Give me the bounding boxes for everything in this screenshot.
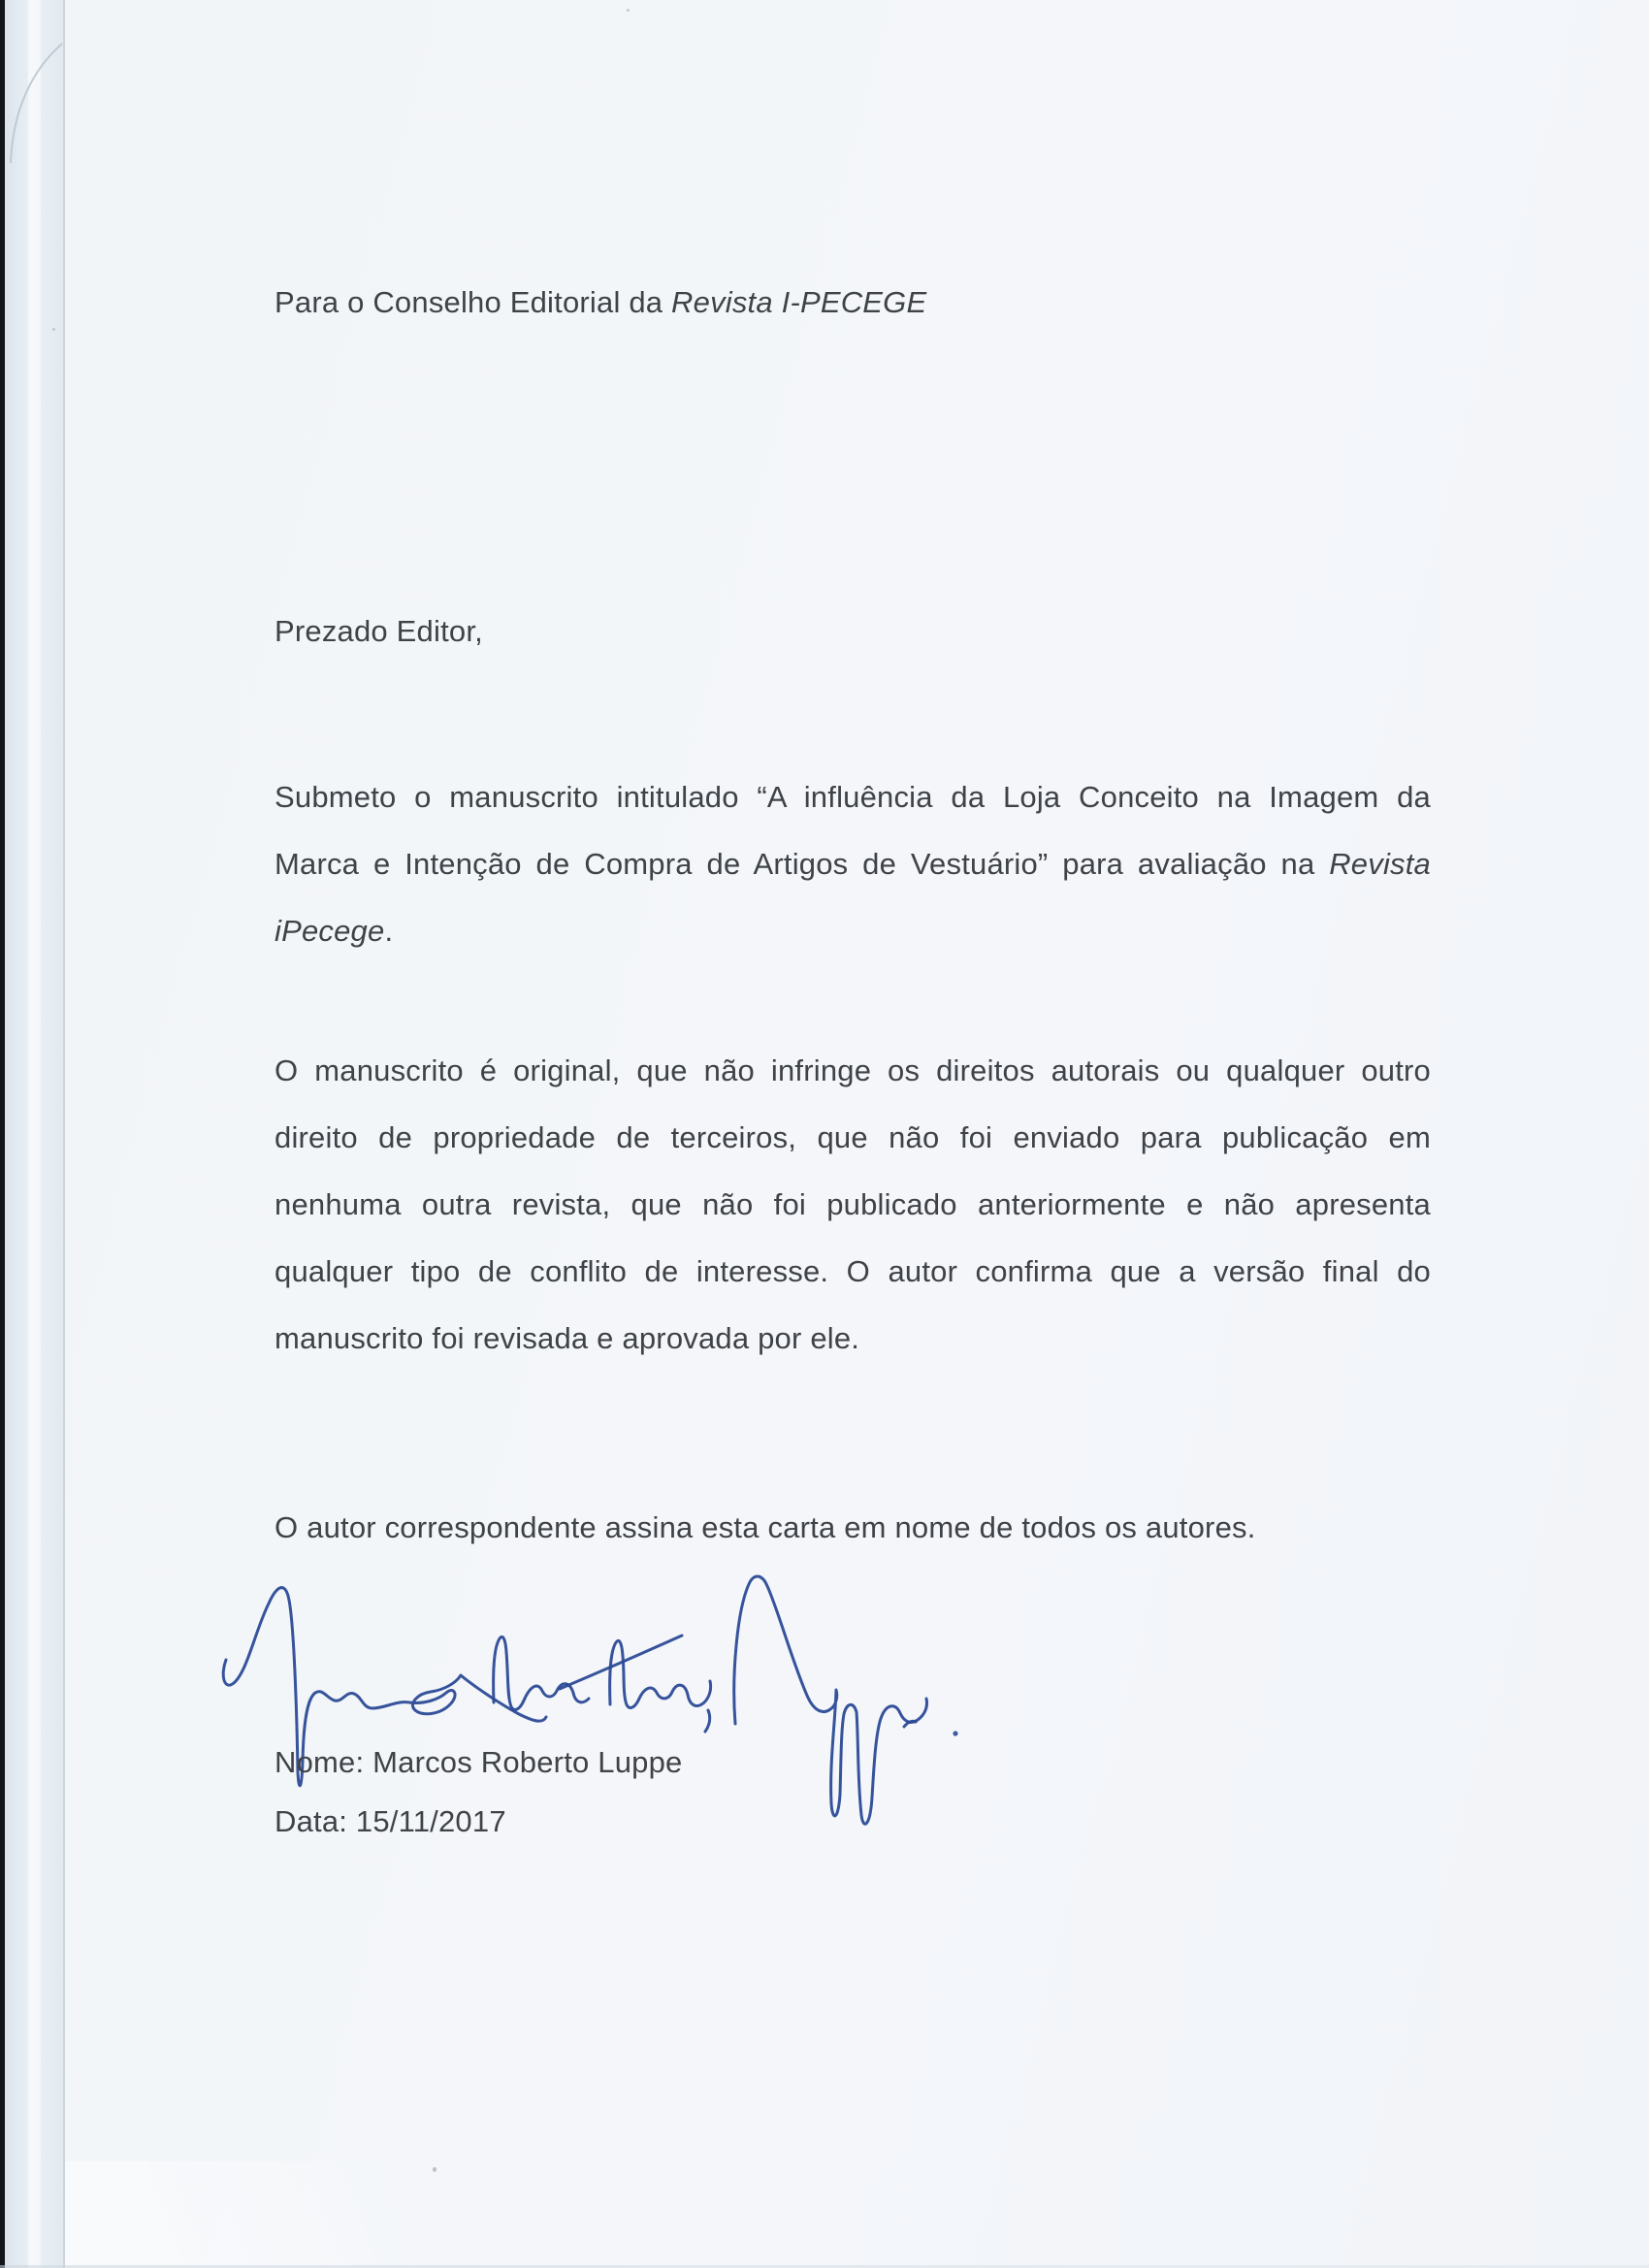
paragraph1-line3 <box>275 913 1431 950</box>
closing-line: O autor correspondente assina esta carta em nome de todos os autores. <box>275 1510 1256 1544</box>
bottom-light-sheen <box>65 2161 666 2268</box>
scan-speck <box>52 328 55 331</box>
paragraph2-line1: O manuscrito é original, que não infringe os direitos autorais ou qualquer outro <box>275 1053 1431 1087</box>
page-corner-curl <box>0 0 87 184</box>
journal-name-italic: Revista I-PECEGE <box>671 285 927 319</box>
signature-stroke-middle1 <box>494 1636 589 1709</box>
scan-speck <box>627 9 630 12</box>
signature-stroke-comma <box>705 1710 710 1732</box>
date-line: Data: 15/11/2017 <box>275 1804 506 1838</box>
greeting-line: Prezado Editor, <box>275 614 483 648</box>
signature-ink-dot <box>953 1731 957 1735</box>
period: . <box>384 914 394 948</box>
journal-short-name-italic: Revista <box>1329 847 1431 881</box>
journal-short-name-italic: iPecege <box>275 914 385 948</box>
salutation-text: Para o Conselho Editorial da <box>275 285 672 319</box>
paragraph2-line2: direito de propriedade de terceiros, que não foi enviado para publicação em <box>275 1120 1431 1154</box>
name-line: Nome: Marcos Roberto Luppe <box>275 1745 683 1779</box>
signature-stroke-middle2 <box>610 1640 711 1707</box>
paragraph2-line3: nenhuma outra revista, que não foi publicado anteriormente e não apresenta <box>275 1187 1431 1221</box>
paper-left-edge <box>63 0 65 2268</box>
paragraph2-line5: manuscrito foi revisada e aprovada por ele. <box>275 1321 860 1355</box>
paragraph1-line2-text: Marca e Intenção de Compra de Artigos de Vestuário” para avaliação na <box>275 847 1330 881</box>
paragraph1-line1: Submeto o manuscrito intitulado “A influência da Loja Conceito na Imagem da <box>275 780 1431 814</box>
strip-highlight <box>28 0 41 2268</box>
paragraph1-line2 <box>275 846 1431 883</box>
scanner-background-strip <box>5 0 65 2268</box>
paragraph2-line4: qualquer tipo de conflito de interesse. O autor confirma que a versão final do <box>275 1254 1431 1288</box>
salutation-line <box>275 284 1431 321</box>
signature-stroke-right <box>734 1576 927 1824</box>
